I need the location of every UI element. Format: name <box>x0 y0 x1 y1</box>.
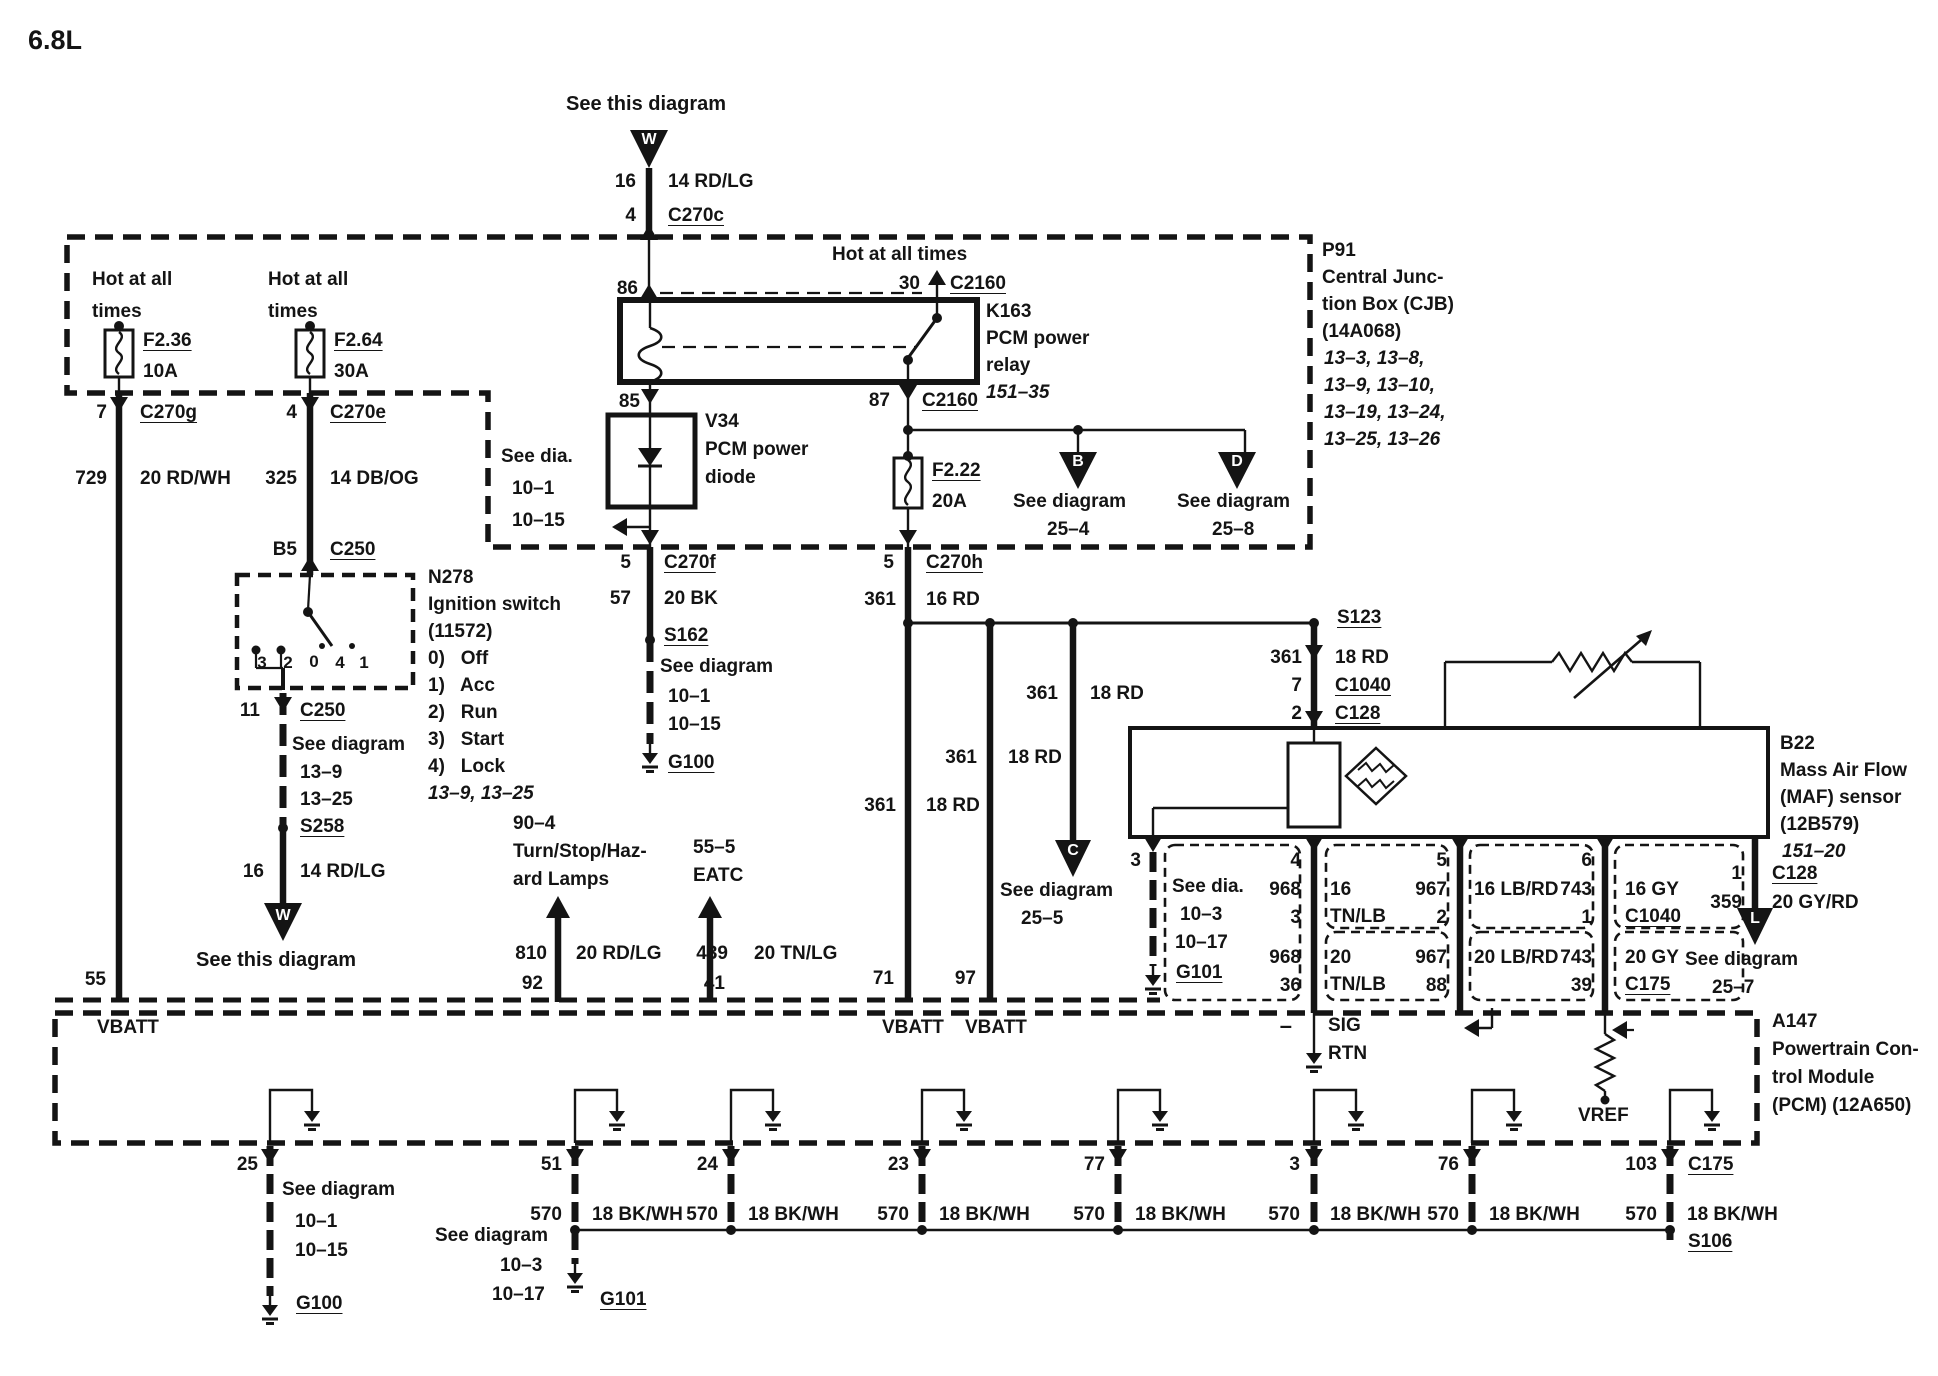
circuit-570-103: 570 <box>1625 1204 1657 1225</box>
pin-3c: 3 <box>1290 907 1301 928</box>
ground-g101-mid: G101 <box>1176 962 1223 983</box>
wire-18bkwh-24: 18 BK/WH <box>748 1204 839 1225</box>
pin-85: 85 <box>618 391 640 412</box>
circuit-968a: 968 <box>1269 879 1301 900</box>
pin-1c: 1 <box>1581 907 1592 928</box>
connector-c270c: C270c <box>668 205 724 226</box>
see-this-diagram-top: See this diagram <box>566 93 727 115</box>
maf-b22-page: 151–20 <box>1782 841 1846 862</box>
pin-3-maf: 3 <box>1130 850 1141 871</box>
ignition-pos-start: 3) Start <box>428 729 505 750</box>
circuit-743a: 743 <box>1560 879 1592 900</box>
wire-20tnlb-2: TN/LB <box>1330 974 1386 995</box>
connector-b-letter: B <box>1072 453 1084 470</box>
pin-92: 92 <box>521 973 543 994</box>
ignition-n278-part: (11572) <box>428 621 493 642</box>
maf-b22-name2: (MAF) sensor <box>1780 787 1902 808</box>
eatc-1: 55–5 <box>693 837 736 858</box>
connector-w-bot-letter: W <box>275 907 291 924</box>
ground-g100-mid: G100 <box>668 752 715 773</box>
circuit-361b: 361 <box>1270 647 1302 668</box>
see-diagram-g100a1: See diagram <box>660 656 773 677</box>
see-diagram-g100b1: See diagram <box>282 1179 395 1200</box>
pin-16-top: 16 <box>614 171 636 192</box>
connector-c1040-s123: C1040 <box>1335 675 1391 696</box>
diode-v34-name1: PCM power <box>705 439 809 460</box>
ignition-page: 13–9, 13–25 <box>428 783 534 804</box>
see-diagram-ign3: 13–25 <box>300 789 353 810</box>
circuit-570-3: 570 <box>1268 1204 1300 1225</box>
pcm-a147-name1: Powertrain Con- <box>1772 1039 1919 1060</box>
cjb-p91-page3: 13–19, 13–24, <box>1324 402 1446 423</box>
wire-20gyrd: 20 GY/RD <box>1772 892 1859 913</box>
circuit-361d: 361 <box>945 747 977 768</box>
connector-c175-bot: C175 <box>1688 1154 1734 1175</box>
circuit-57: 57 <box>609 588 631 609</box>
see-dia-g101m1: See dia. <box>1172 876 1244 897</box>
connector-c1040-mid: C1040 <box>1625 906 1681 927</box>
switch-pos-1: 1 <box>359 653 369 672</box>
wire-18bkwh-51: 18 BK/WH <box>592 1204 683 1225</box>
circuit-570-24: 570 <box>686 1204 718 1225</box>
wire-14dbog: 14 DB/OG <box>330 468 419 489</box>
pin-41: 41 <box>703 973 725 994</box>
connector-c-letter: C <box>1067 842 1079 859</box>
see-diagram-l1: See diagram <box>1685 949 1798 970</box>
maf-b22-id: B22 <box>1780 733 1815 754</box>
ignition-pos-acc: 1) Acc <box>428 675 495 696</box>
maf-b22-part: (12B579) <box>1780 814 1860 835</box>
maf-b22-name1: Mass Air Flow <box>1780 760 1908 781</box>
relay-k163-name2: relay <box>986 355 1031 376</box>
circuit-361c: 361 <box>1026 683 1058 704</box>
cjb-p91-name2: tion Box (CJB) <box>1322 294 1454 315</box>
see-diagram-g101b2: 10–3 <box>500 1255 543 1276</box>
hot-at-all-1a: Hot at all <box>92 269 173 290</box>
ignition-pos-lock: 4) Lock <box>428 756 506 777</box>
connector-c270h: C270h <box>926 552 984 573</box>
see-diagram-b1: See diagram <box>1013 491 1126 512</box>
hot-at-all-2a: Hot at all <box>268 269 349 290</box>
pcm-sig: SIG <box>1328 1015 1361 1036</box>
ground-g100-bot: G100 <box>296 1293 343 1314</box>
pin-7: 7 <box>96 402 107 423</box>
ignition-n278-name: Ignition switch <box>428 594 561 615</box>
wire-18bkwh-77: 18 BK/WH <box>1135 1204 1226 1225</box>
pin-88: 88 <box>1425 975 1447 996</box>
diode-v34-id: V34 <box>705 411 739 432</box>
pcm-vbatt-2: VBATT <box>882 1017 944 1038</box>
circuit-570-23: 570 <box>877 1204 909 1225</box>
pin-86: 86 <box>616 278 638 299</box>
relay-k163-name1: PCM power <box>986 328 1090 349</box>
see-diagram-c1: See diagram <box>1000 880 1113 901</box>
circuit-439: 439 <box>696 943 728 964</box>
switch-pos-2: 2 <box>283 653 293 672</box>
see-diagram-g101b1: See diagram <box>435 1225 548 1246</box>
circuit-810: 810 <box>515 943 547 964</box>
hot-at-all-1b: times <box>92 301 142 322</box>
circuit-325: 325 <box>265 468 297 489</box>
connector-c270e: C270e <box>330 402 386 423</box>
diode-v34-name2: diode <box>705 467 756 488</box>
ground-g101-bot: G101 <box>600 1289 647 1310</box>
fuse-f222-amps: 20A <box>932 491 967 512</box>
see-this-diagram-bot: See this diagram <box>196 949 357 971</box>
fuse-f222-label: F2.22 <box>932 460 981 481</box>
pcm-vbatt-1: VBATT <box>97 1017 159 1038</box>
fuse-f264-amps: 30A <box>334 361 369 382</box>
pin-71: 71 <box>872 968 894 989</box>
pin-24: 24 <box>696 1154 718 1175</box>
pin-87: 87 <box>868 390 890 411</box>
pin-25: 25 <box>236 1154 258 1175</box>
wire-20tnlb-1: 20 <box>1330 947 1352 968</box>
wire-16gy: 16 GY <box>1625 879 1679 900</box>
pin-23: 23 <box>887 1154 909 1175</box>
connector-c250-bot: C250 <box>300 700 346 721</box>
wire-20rdwh: 20 RD/WH <box>140 468 231 489</box>
cjb-p91-page2: 13–9, 13–10, <box>1324 375 1435 396</box>
switch-pos-3: 3 <box>257 653 267 672</box>
see-diagram-c2: 25–5 <box>1021 908 1064 929</box>
connector-c2160-top: C2160 <box>950 273 1006 294</box>
ignition-pos-off: 0) Off <box>428 648 489 669</box>
wire-16lbrd: 16 LB/RD <box>1474 879 1559 900</box>
pcm-a147-name3: (PCM) (12A650) <box>1772 1095 1912 1116</box>
see-diagram-g100a2: 10–1 <box>668 686 711 707</box>
circuit-570-77: 570 <box>1073 1204 1105 1225</box>
switch-pos-0: 0 <box>309 652 319 671</box>
turn-lamps-3: ard Lamps <box>513 869 610 890</box>
engine-title: 6.8L <box>28 25 83 55</box>
pin-30: 30 <box>898 273 920 294</box>
circuit-968b: 968 <box>1269 947 1301 968</box>
pin-5a: 5 <box>620 552 631 573</box>
cjb-p91-page4: 13–25, 13–26 <box>1324 429 1441 450</box>
pin-5b: 5 <box>883 552 894 573</box>
connector-c128-maf: C128 <box>1772 863 1818 884</box>
pin-39: 39 <box>1570 975 1592 996</box>
pin-36: 36 <box>1279 975 1301 996</box>
see-dia-cjb3: 10–15 <box>512 510 565 531</box>
wire-20lbrd: 20 LB/RD <box>1474 947 1559 968</box>
connector-c2160-bot: C2160 <box>922 390 978 411</box>
wire-18bkwh-23: 18 BK/WH <box>939 1204 1030 1225</box>
see-dia-cjb1: See dia. <box>501 446 573 467</box>
circuit-967a: 967 <box>1415 879 1447 900</box>
wire-16rd: 16 RD <box>926 589 980 610</box>
cjb-p91-page1: 13–3, 13–8, <box>1324 348 1425 369</box>
pin-4b: 4 <box>286 402 297 423</box>
wire-20bk: 20 BK <box>664 588 718 609</box>
pin-2b: 2 <box>1291 703 1302 724</box>
see-diagram-d1: See diagram <box>1177 491 1290 512</box>
see-diagram-l2: 25–7 <box>1712 977 1755 998</box>
eatc-2: EATC <box>693 865 744 886</box>
pin-77: 77 <box>1083 1154 1105 1175</box>
circuit-359: 359 <box>1710 892 1742 913</box>
pin-103: 103 <box>1625 1154 1657 1175</box>
see-diagram-ign2: 13–9 <box>300 762 343 783</box>
circuit-967b: 967 <box>1415 947 1447 968</box>
see-diagram-g100a3: 10–15 <box>668 714 721 735</box>
pcm-rtn: RTN <box>1328 1043 1368 1064</box>
hot-at-all-2b: times <box>268 301 318 322</box>
wire-14rdlg-top: 14 RD/LG <box>668 171 754 192</box>
wire-20rdlg: 20 RD/LG <box>576 943 662 964</box>
see-diagram-g100b3: 10–15 <box>295 1240 348 1261</box>
wire-16tnlb-2: TN/LB <box>1330 906 1386 927</box>
cjb-p91-name3: (14A068) <box>1322 321 1402 342</box>
pin-7b: 7 <box>1291 675 1302 696</box>
fuse-f264-label: F2.64 <box>334 330 383 351</box>
pin-51: 51 <box>540 1154 562 1175</box>
wire-18rd-d: 18 RD <box>926 795 980 816</box>
ignition-pos-run: 2) Run <box>428 702 498 723</box>
wire-14rdlg-bot: 14 RD/LG <box>300 861 386 882</box>
connector-c175-mid: C175 <box>1625 974 1671 995</box>
ignition-n278-id: N278 <box>428 567 474 588</box>
circuit-729: 729 <box>75 468 107 489</box>
see-diagram-g101b3: 10–17 <box>492 1284 545 1305</box>
see-diagram-d2: 25–8 <box>1212 519 1255 540</box>
connector-c270f: C270f <box>664 552 716 573</box>
pin-4c: 4 <box>1290 850 1301 871</box>
relay-k163-id: K163 <box>986 301 1032 322</box>
wire-16tnlb-1: 16 <box>1330 879 1352 900</box>
see-dia-g101m3: 10–17 <box>1175 932 1228 953</box>
relay-k163-page: 151–35 <box>986 382 1050 403</box>
wire-18rd-s123: 18 RD <box>1335 647 1389 668</box>
pin-76: 76 <box>1437 1154 1459 1175</box>
circuit-361a: 361 <box>864 589 896 610</box>
fuse-f236-amps: 10A <box>143 361 178 382</box>
pin-2c: 2 <box>1436 907 1447 928</box>
pin-4-top: 4 <box>625 205 636 226</box>
circuit-361e: 361 <box>864 795 896 816</box>
wire-18rd-c: 18 RD <box>1090 683 1144 704</box>
see-dia-cjb2: 10–1 <box>512 478 555 499</box>
circuit-570-51: 570 <box>530 1204 562 1225</box>
pin-55: 55 <box>84 969 106 990</box>
splice-s258: S258 <box>300 816 345 837</box>
turn-lamps-2: Turn/Stop/Haz- <box>513 841 647 862</box>
pin-1d: 1 <box>1731 863 1742 884</box>
connector-w-top-letter: W <box>641 131 657 148</box>
pcm-vbatt-3: VBATT <box>965 1017 1027 1038</box>
hot-at-all-relay: Hot at all times <box>832 244 968 265</box>
wire-18bkwh-103: 18 BK/WH <box>1687 1204 1778 1225</box>
see-diagram-b2: 25–4 <box>1047 519 1090 540</box>
pin-16b: 16 <box>242 861 264 882</box>
see-dia-g101m2: 10–3 <box>1180 904 1223 925</box>
wire-20tnlg: 20 TN/LG <box>754 943 838 964</box>
circuit-570-76: 570 <box>1427 1204 1459 1225</box>
see-diagram-g100b2: 10–1 <box>295 1211 338 1232</box>
cjb-p91-id: P91 <box>1322 240 1356 261</box>
fuse-f236-label: F2.36 <box>143 330 192 351</box>
splice-s123: S123 <box>1337 607 1382 628</box>
connector-l-letter: L <box>1750 910 1760 927</box>
see-diagram-ign1: See diagram <box>292 734 405 755</box>
turn-lamps-1: 90–4 <box>513 813 556 834</box>
wire-18bkwh-3: 18 BK/WH <box>1330 1204 1421 1225</box>
splice-s106: S106 <box>1688 1231 1733 1252</box>
wire-20gy: 20 GY <box>1625 947 1679 968</box>
connector-c270g: C270g <box>140 402 198 423</box>
pin-11: 11 <box>239 700 260 721</box>
connector-d-letter: D <box>1231 453 1243 470</box>
wire-18rd-e: 18 RD <box>1008 747 1062 768</box>
connector-c128-s123: C128 <box>1335 703 1381 724</box>
switch-pos-4: 4 <box>335 653 345 672</box>
pin-5c: 5 <box>1436 850 1447 871</box>
pcm-vref: VREF <box>1578 1105 1629 1126</box>
pin-6c: 6 <box>1581 850 1592 871</box>
pcm-a147-id: A147 <box>1772 1011 1818 1032</box>
circuit-743b: 743 <box>1560 947 1592 968</box>
connector-c250-top: C250 <box>330 539 376 560</box>
cjb-p91-name1: Central Junc- <box>1322 267 1444 288</box>
pin-3d: 3 <box>1289 1154 1300 1175</box>
pin-b5: B5 <box>272 539 297 560</box>
wire-18bkwh-76: 18 BK/WH <box>1489 1204 1580 1225</box>
splice-s162: S162 <box>664 625 709 646</box>
pin-97: 97 <box>954 968 976 989</box>
sig-minus: – <box>1279 1013 1292 1038</box>
pcm-a147-name2: trol Module <box>1772 1067 1875 1088</box>
